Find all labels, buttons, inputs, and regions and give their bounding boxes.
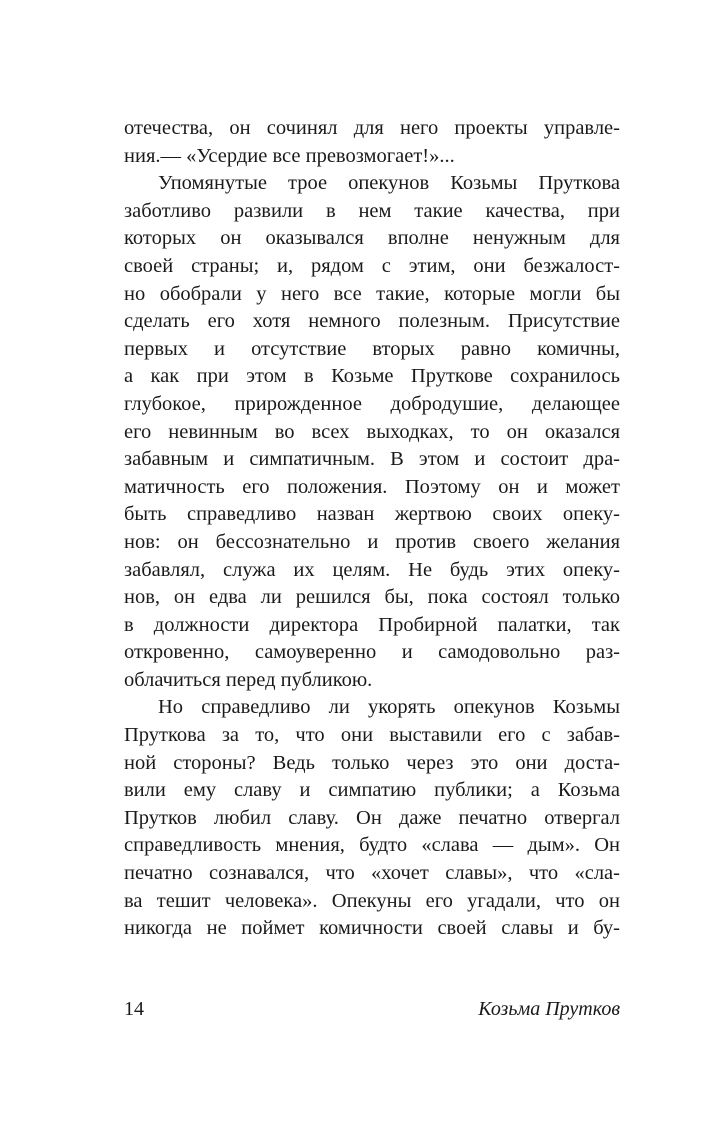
text-line: первых и отсутствие вторых равно комичны, [124,337,620,360]
text-line: его невинным во всех выходках, то он оказался [124,420,620,443]
text-line: нов: он бессознательно и против своего желания [124,530,620,553]
page-footer [124,995,620,1023]
running-title: Козьма Прутков [478,998,620,1020]
text-line: Пруткова за то, что они выставили его с забав- [124,724,620,747]
text-line: Упомянутые трое опекунов Козьмы Пруткова [158,172,620,195]
text-line: которых он оказывался вполне ненужным для [124,227,620,250]
text-line: матичность его положения. Поэтому он и может [124,475,620,498]
text-line: а как при этом в Козьме Пруткове сохранилось [124,365,620,388]
text-line: но обобрали у него все такие, которые могли бы [124,282,620,305]
text-line: отечества, он сочинял для него проекты управле- [124,117,620,139]
text-line: в должности директора Пробирной палатки, так [124,613,620,636]
text-line: никогда не поймет комичности своей славы и бу- [124,917,620,940]
text-line: Но справедливо ли укорять опекунов Козьмы [158,696,620,719]
text-line: ной стороны? Ведь только через это они доста- [124,751,620,774]
text-line: ния.— «Усердие все превозмогает!»... [124,144,455,167]
body-text [124,115,620,943]
text-line: справедливость мнения, будто «слава — дым». Он [124,834,620,857]
text-line: нов, он едва ли решился бы, пока состоял только [124,586,620,609]
text-line: забавлял, служа их целям. Не будь этих опеку- [124,558,620,581]
text-line: забавным и симпатичным. В этом и состоит дра- [124,448,620,471]
text-line: Прутков любил славу. Он даже печатно отвергал [124,806,620,829]
text-line: быть справедливо назван жертвою своих опеку- [124,503,620,526]
page-number: 14 [124,998,144,1020]
text-line: своей страны; и, рядом с этим, они безжалост- [124,254,620,277]
text-line: заботливо развили в нем такие качества, при [124,199,620,222]
text-line: печатно сознавался, что «хочет славы», что «сла- [124,862,620,885]
text-line: глубокое, прирожденное добродушие, делающее [124,392,620,415]
text-line: сделать его хотя немного полезным. Присутствие [124,310,620,333]
text-line: ва тешит человека». Опекуны его угадали, что он [124,889,620,912]
text-line: вили ему славу и симпатию публики; а Козьма [124,779,620,802]
text-line: откровенно, самоуверенно и самодовольно раз- [124,641,620,664]
text-line: облачиться перед публикою. [124,668,373,691]
